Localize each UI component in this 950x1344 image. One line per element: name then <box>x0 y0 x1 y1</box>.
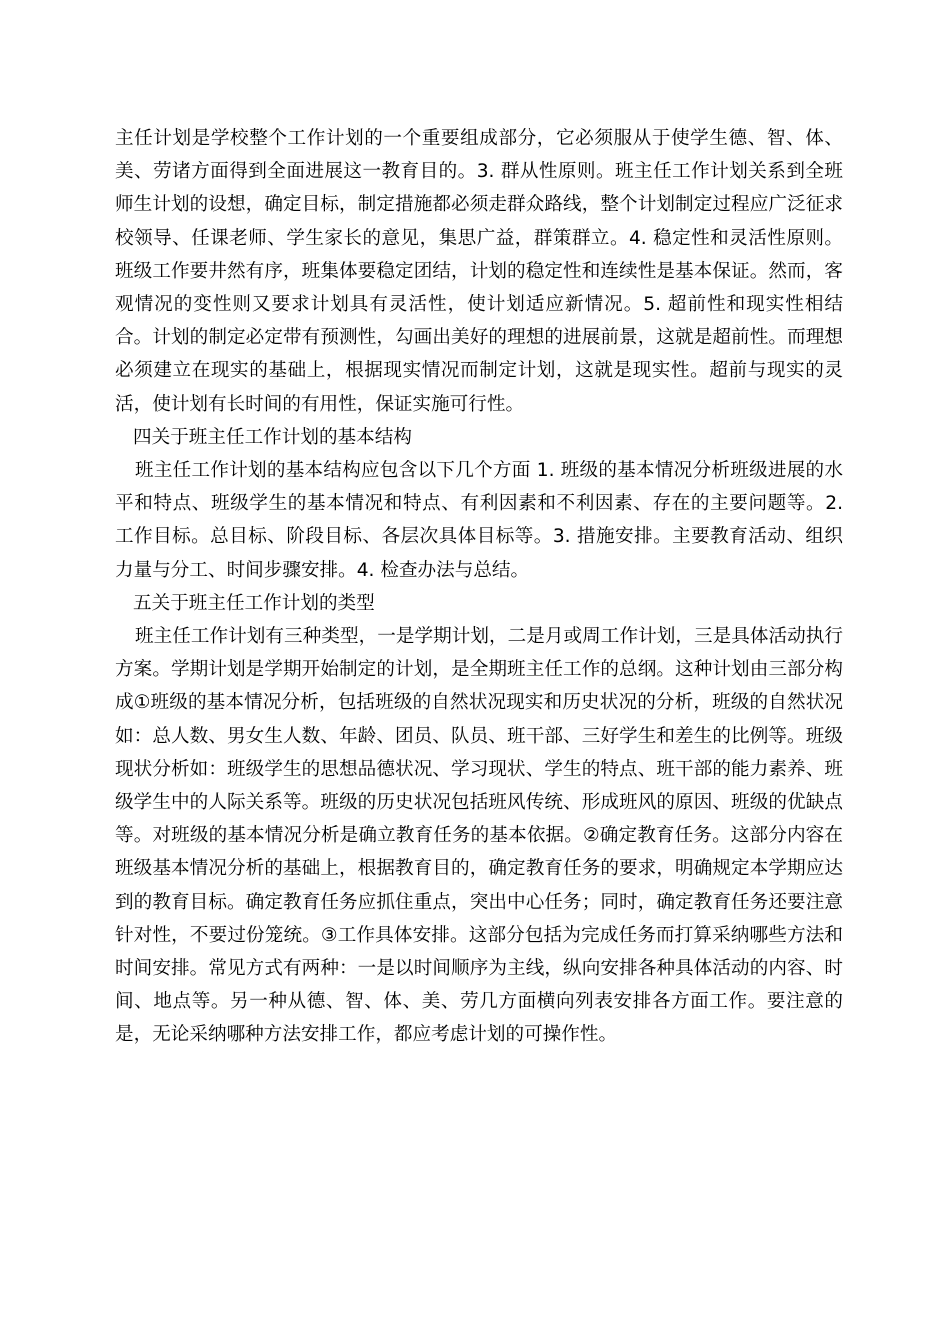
paragraph-structure: 班主任工作计划的基本结构应包含以下几个方面 1. 班级的基本情况分析班级进展的水平和特点、班级学生的基本情况和特点、有利因素和不利因素、存在的主要问题等。2. 工作目标。总目标、阶段目标、各层次具体目标等。3. 措施安排。主要教育活动、组织力量与分工、时间步骤安排。4. 检查办法与总结。 <box>115 460 843 581</box>
paragraph-types: 班主任工作计划有三种类型，一是学期计划，二是月或周工作计划，三是具体活动执行方案。学期计划是学期开始制定的计划，是全期班主任工作的总纲。这种计划由三部分构成①班级的基本情况分析，包括班级的自然状况现实和历史状况的分析，班级的自然状况如：总人数、男女生人数、年龄、团员、队员、班干部、三好学生和差生的比例等。班级现状分析如：班级学生的思想品德状况、学习现状、学生的特点、班干部的能力素养、班级学生中的人际关系等。班级的历史状况包括班风传统、形成班风的原因、班级的优缺点等。对班级的基本情况分析是确立教育任务的基本依据。②确定教育任务。这部分内容在班级基本情况分析的基础上，根据教育目的，确定教育任务的要求，明确规定本学期应达到的教育目标。确定教育任务应抓住重点，突出中心任务；同时，确定教育任务还要注意针对性，不要过份笼统。③工作具体安排。这部分包括为完成任务而打算采纳哪些方法和时间安排。常见方式有两种：一是以时间顺序为主线，纵向安排各种具体活动的内容、时间、地点等。另一种从德、智、体、美、劳几方面横向列表安排各方面工作。要注意的是，无论采纳哪种方法安排工作，都应考虑计划的可操作性。 <box>115 626 843 1046</box>
section-heading-structure: 四关于班主任工作计划的基本结构 <box>133 426 412 448</box>
document-page <box>115 122 843 1052</box>
section-heading-types: 五关于班主任工作计划的类型 <box>133 592 375 614</box>
paragraph-principles-continued: 主任计划是学校整个工作计划的一个重要组成部分，它必须服从于使学生德、智、体、美、劳诸方面得到全面进展这一教育目的。3. 群从性原则。班主任工作计划关系到全班师生计划的设想，确定目标，制定措施都必须走群众路线，整个计划制定过程应广泛征求校领导、任课老师、学生家长的意见，集思广益，群策群立。4. 稳定性和灵活性原则。班级工作要井然有序，班集体要稳定团结，计划的稳定性和连续性是基本保证。然而，客观情况的变性则又要求计划具有灵活性，使计划适应新情况。5. 超前性和现实性相结合。计划的制定必定带有预测性，勾画出美好的理想的进展前景，这就是超前性。而理想必须建立在现实的基础上，根据现实情况而制定计划，这就是现实性。超前与现实的灵活，使计划有长时间的有用性，保证实施可行性。 <box>115 128 843 415</box>
